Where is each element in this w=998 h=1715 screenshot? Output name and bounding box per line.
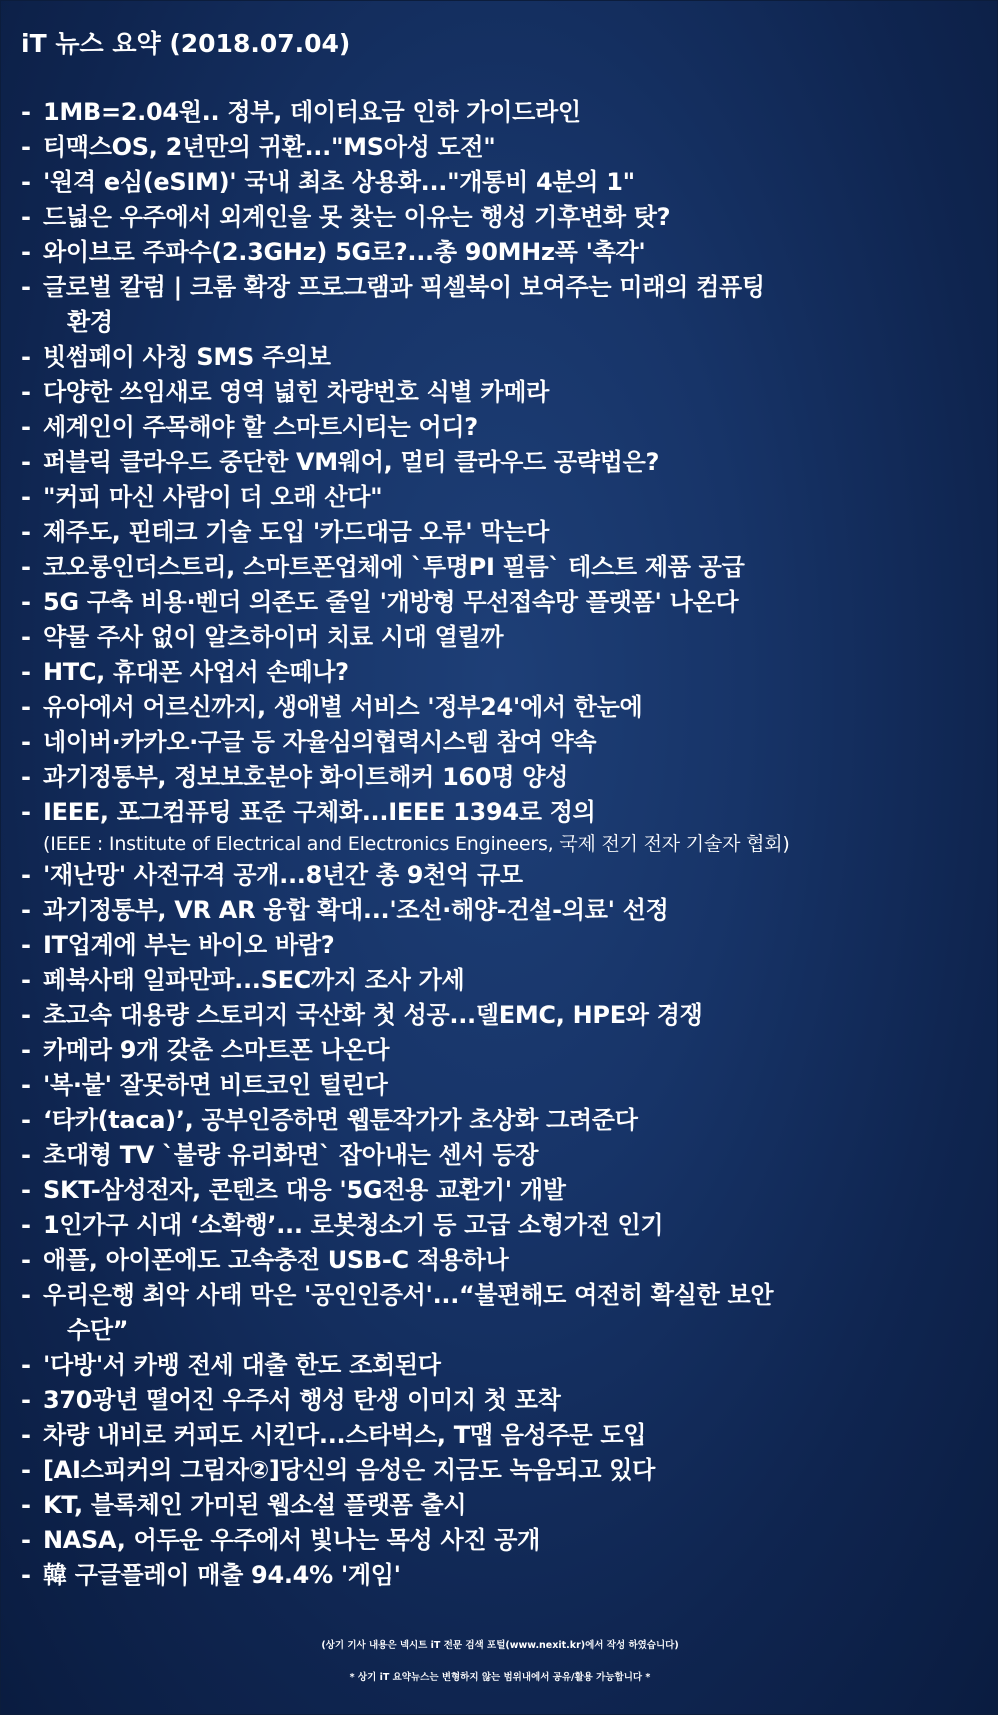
bullet-dash: - — [21, 238, 31, 266]
bullet-dash: - — [21, 693, 31, 721]
list-item — [21, 95, 981, 130]
bullet-dash: - — [21, 798, 31, 826]
list-item-text: 빗썸페이 사칭 SMS 주의보 — [43, 343, 331, 371]
bullet-dash: - — [21, 483, 31, 511]
list-item-text: 초고속 대용량 스토리지 국산화 첫 성공...델EMC, HPE와 경쟁 — [43, 1001, 703, 1029]
bullet-dash: - — [21, 1281, 31, 1309]
list-item — [21, 445, 981, 480]
list-item-text: NASA, 어두운 우주에서 빛나는 목성 사진 공개 — [43, 1526, 541, 1554]
bullet-dash: - — [21, 896, 31, 924]
list-item-text: KT, 블록체인 가미된 웹소설 플랫폼 출시 — [43, 1491, 467, 1519]
bullet-dash: - — [21, 728, 31, 756]
list-item — [21, 760, 981, 795]
list-item-text: 5G 구축 비용·벤더 의존도 줄일 '개방형 무선접속망 플랫폼' 나온다 — [43, 588, 739, 616]
list-item-text: '원격 e심(eSIM)' 국내 최초 상용화..."개통비 4분의 1" — [43, 168, 635, 196]
list-item-text: 차량 내비로 커피도 시킨다...스타벅스, T맵 음성주문 도입 — [43, 1421, 647, 1449]
bullet-dash: - — [21, 1246, 31, 1274]
list-item — [21, 1103, 981, 1138]
bullet-dash: - — [21, 448, 31, 476]
list-item — [21, 893, 981, 928]
bullet-dash: - — [21, 931, 31, 959]
bullet-dash: - — [21, 168, 31, 196]
list-item — [21, 1558, 981, 1593]
bullet-dash: - — [21, 378, 31, 406]
page-title: iT 뉴스 요약 (2018.07.04) — [21, 29, 351, 58]
list-item — [21, 858, 981, 893]
list-item-text: 1인가구 시대 ‘소확행’... 로봇청소기 등 고급 소형가전 인기 — [43, 1211, 664, 1239]
list-item-text: IEEE, 포그컴퓨팅 표준 구체화...IEEE 1394로 정의 — [43, 798, 596, 826]
bullet-dash: - — [21, 588, 31, 616]
bullet-dash: - — [21, 1421, 31, 1449]
list-item-text: '복·붙' 잘못하면 비트코인 털린다 — [43, 1071, 388, 1099]
list-item-text: 약물 주사 없이 알츠하이머 치료 시대 열릴까 — [43, 623, 504, 651]
list-item-line: 우리은행 최악 사태 막은 '공인인증서'...“불편해도 여전히 확실한 보안 — [43, 1281, 774, 1309]
list-item — [21, 1068, 981, 1103]
list-item — [21, 998, 981, 1033]
list-item-text — [43, 1278, 773, 1348]
ieee-footnote: (IEEE : Institute of Electrical and Electronics Engineers, 국제 전기 전자 기술자 협회) — [43, 833, 790, 855]
list-item-text: ‘타카(taca)’, 공부인증하면 웹툰작가가 초상화 그려준다 — [43, 1106, 638, 1134]
list-item — [21, 795, 981, 830]
bullet-dash: - — [21, 1071, 31, 1099]
list-item — [21, 1208, 981, 1243]
bullet-dash: - — [21, 1491, 31, 1519]
list-item-text: 韓 구글플레이 매출 94.4% '게임' — [43, 1561, 401, 1589]
list-item — [21, 375, 981, 410]
bullet-dash: - — [21, 1386, 31, 1414]
list-item-text: "커피 마신 사람이 더 오래 산다" — [43, 483, 383, 511]
list-item — [21, 620, 981, 655]
bullet-dash: - — [21, 1106, 31, 1134]
list-item — [21, 1138, 981, 1173]
list-item — [21, 1453, 981, 1488]
bullet-dash: - — [21, 1001, 31, 1029]
bullet-dash: - — [21, 1036, 31, 1064]
list-item-text: 과기정통부, VR AR 융합 확대...'조선·해양-건설-의료' 선정 — [43, 896, 669, 924]
list-item-text — [43, 270, 765, 340]
list-item — [21, 550, 981, 585]
list-item — [21, 1173, 981, 1208]
bullet-dash: - — [21, 1561, 31, 1589]
bullet-dash: - — [21, 343, 31, 371]
list-item — [21, 1348, 981, 1383]
list-item-text: 카메라 9개 갖춘 스마트폰 나온다 — [43, 1036, 390, 1064]
list-item-text: IT업계에 부는 바이오 바람? — [43, 931, 335, 959]
list-item-text: HTC, 휴대폰 사업서 손떼나? — [43, 658, 349, 686]
bullet-dash: - — [21, 623, 31, 651]
list-item-text: 코오롱인더스트리, 스마트폰업체에 `투명PI 필름` 테스트 제품 공급 — [43, 553, 745, 581]
source-note: (상기 기사 내용은 넥시트 iT 전문 검색 포털(www.nexit.kr)에서 작성 하였습니다) — [321, 1640, 679, 1651]
list-item-text: 370광년 떨어진 우주서 행성 탄생 이미지 첫 포착 — [43, 1386, 561, 1414]
list-item — [21, 1418, 981, 1453]
bullet-dash: - — [21, 98, 31, 126]
list-item — [21, 410, 981, 445]
bullet-dash: - — [21, 1526, 31, 1554]
list-item-line-continued: 수단” — [67, 1316, 129, 1344]
list-item — [21, 270, 981, 340]
bullet-dash: - — [21, 1456, 31, 1484]
list-item-text: '재난망' 사전규격 공개...8년간 총 9천억 규모 — [43, 861, 523, 889]
list-item — [21, 963, 981, 998]
list-item — [21, 340, 981, 375]
list-item — [21, 515, 981, 550]
list-item-text: 1MB=2.04원.. 정부, 데이터요금 인하 가이드라인 — [43, 98, 581, 126]
bullet-dash: - — [21, 1211, 31, 1239]
list-item-text: 유아에서 어르신까지, 생애별 서비스 '정부24'에서 한눈에 — [43, 693, 643, 721]
list-item — [21, 1488, 981, 1523]
list-item-text: SKT-삼성전자, 콘텐츠 대응 '5G전용 교환기' 개발 — [43, 1176, 566, 1204]
list-item-text: 드넓은 우주에서 외계인을 못 찾는 이유는 행성 기후변화 탓? — [43, 203, 671, 231]
list-item — [21, 200, 981, 235]
list-item — [21, 480, 981, 515]
list-item-text: 초대형 TV `불량 유리화면` 잡아내는 센서 등장 — [43, 1141, 539, 1169]
list-item-text: 세계인이 주목해야 할 스마트시티는 어디? — [43, 413, 478, 441]
list-item — [21, 165, 981, 200]
list-item — [21, 1033, 981, 1068]
bullet-dash: - — [21, 518, 31, 546]
list-item — [21, 1383, 981, 1418]
list-item-line: 글로벌 칼럼 | 크롬 확장 프로그램과 픽셀북이 보여주는 미래의 컴퓨팅 — [43, 273, 765, 301]
list-item — [21, 655, 981, 690]
list-item — [21, 928, 981, 963]
list-item — [21, 1523, 981, 1558]
list-item-text: 애플, 아이폰에도 고속충전 USB-C 적용하나 — [43, 1246, 509, 1274]
bullet-dash: - — [21, 1351, 31, 1379]
list-item-text: 티맥스OS, 2년만의 귀환..."MS아성 도전" — [43, 133, 496, 161]
list-item-text: 네이버·카카오·구글 등 자율심의협력시스템 참여 약속 — [43, 728, 597, 756]
bullet-dash: - — [21, 133, 31, 161]
list-item-text: '다방'서 카뱅 전세 대출 한도 조회된다 — [43, 1351, 441, 1379]
bullet-dash: - — [21, 1176, 31, 1204]
list-item — [21, 725, 981, 760]
list-item — [21, 585, 981, 620]
bullet-dash: - — [21, 203, 31, 231]
list-item-text: 제주도, 핀테크 기술 도입 '카드대금 오류' 막는다 — [43, 518, 550, 546]
list-item — [21, 130, 981, 165]
bullet-dash: - — [21, 966, 31, 994]
list-item — [21, 1278, 981, 1348]
bullet-dash: - — [21, 1141, 31, 1169]
bullet-dash: - — [21, 553, 31, 581]
bullet-dash: - — [21, 861, 31, 889]
list-item-text: [AI스피커의 그림자②]당신의 음성은 지금도 녹음되고 있다 — [43, 1456, 655, 1484]
news-list — [21, 95, 981, 1593]
list-item-text: 다양한 쓰임새로 영역 넓힌 차량번호 식별 카메라 — [43, 378, 550, 406]
list-item — [21, 1243, 981, 1278]
list-item-text: 와이브로 주파수(2.3GHz) 5G로?...총 90MHz폭 '촉각' — [43, 238, 646, 266]
list-item-line-continued: 환경 — [67, 308, 113, 336]
bullet-dash: - — [21, 273, 31, 301]
list-item-text: 페북사태 일파만파...SEC까지 조사 가세 — [43, 966, 465, 994]
bullet-dash: - — [21, 658, 31, 686]
bullet-dash: - — [21, 763, 31, 791]
bullet-dash: - — [21, 413, 31, 441]
list-item-text: 과기정통부, 정보보호분야 화이트해커 160명 양성 — [43, 763, 569, 791]
list-item-text: 퍼블릭 클라우드 중단한 VM웨어, 멀티 클라우드 공략법은? — [43, 448, 660, 476]
list-item — [21, 690, 981, 725]
usage-note: * 상기 iT 요약뉴스는 변형하지 않는 범위내에서 공유/활용 가능합니다 * — [349, 1672, 651, 1683]
list-item — [21, 235, 981, 270]
